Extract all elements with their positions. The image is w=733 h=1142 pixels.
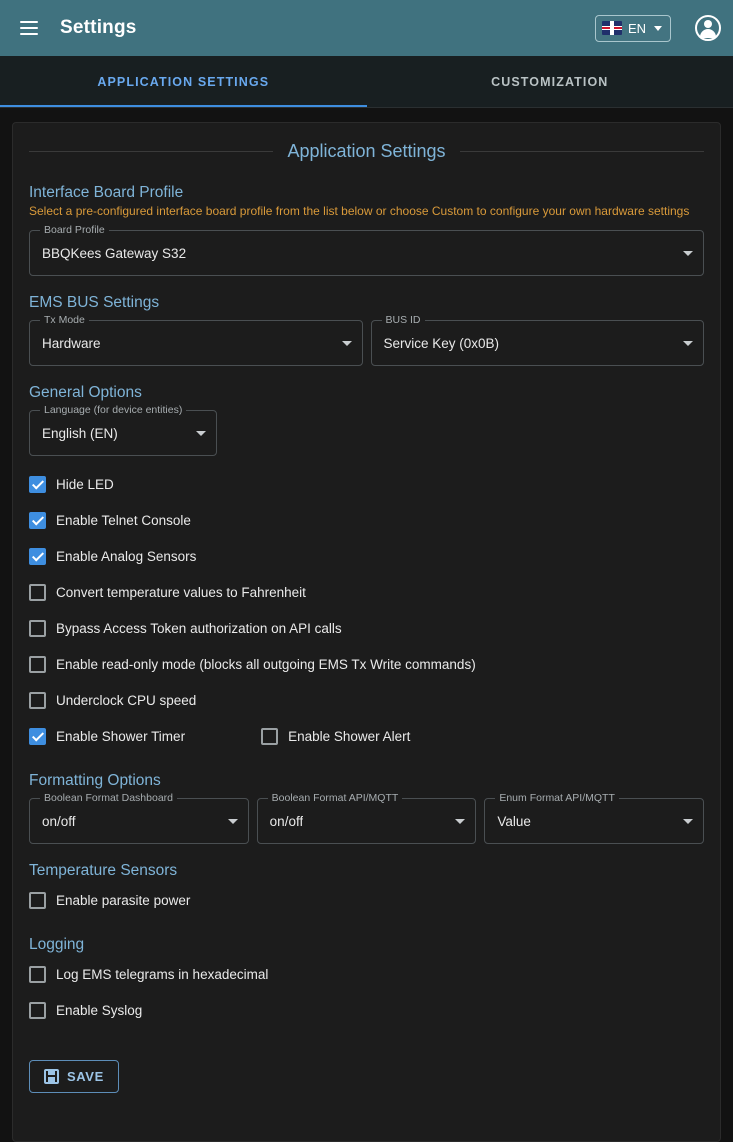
checkbox-label: Enable Shower Timer [56,728,186,744]
panel-title: Application Settings [287,141,446,161]
divider-left [29,151,273,152]
checkbox-box[interactable] [29,512,46,529]
section-title-formatting-options: Formatting Options [29,772,161,789]
checkbox-row [29,992,704,1028]
checkbox-underclock-cpu-speed[interactable] [29,692,196,709]
section-title-general-options: General Options [29,384,142,401]
floppy-disk-icon [44,1069,59,1084]
checkbox-bypass-access-token[interactable] [29,620,342,637]
checkbox-enable-telnet-console[interactable] [29,512,191,529]
tx-mode-value: Hardware [42,335,101,351]
checkbox-enable-analog-sensors[interactable] [29,548,196,565]
checkbox-log-ems-telegrams-hex[interactable] [29,966,268,983]
checkbox-label: Enable Telnet Console [56,512,191,528]
bus-id-legend: BUS ID [382,314,425,326]
content-area [0,108,733,1142]
checkbox-box[interactable] [29,966,46,983]
section-formatting-options [29,772,704,844]
section-interface-board-profile [29,184,704,276]
checkbox-row [29,882,704,918]
checkbox-box[interactable] [29,1002,46,1019]
checkbox-row [29,574,704,610]
section-general-options [29,384,704,754]
board-profile-value: BBQKees Gateway S32 [42,245,187,261]
boolean-format-api-legend: Boolean Format API/MQTT [268,792,403,804]
checkbox-label: Bypass Access Token authorization on API calls [56,620,342,636]
uk-flag-icon [602,21,622,35]
language-legend: Language (for device entities) [40,404,186,416]
save-button[interactable] [29,1060,119,1093]
language-selector-label: EN [627,20,646,36]
chevron-down-icon [683,819,693,824]
page-title: Settings [60,17,137,38]
chevron-down-icon [455,819,465,824]
section-title-ems-bus: EMS BUS Settings [29,294,160,311]
bus-id-select[interactable] [371,314,705,366]
section-ems-bus-settings [29,294,704,366]
settings-panel [12,122,721,1142]
panel-title-row [29,141,704,162]
checkbox-label: Enable Analog Sensors [56,548,197,564]
section-logging [29,936,704,1028]
tx-mode-legend: Tx Mode [40,314,89,326]
checkbox-label: Hide LED [56,476,114,492]
checkbox-label: Enable Syslog [56,1002,143,1018]
checkbox-row [29,502,704,538]
checkbox-box[interactable] [29,656,46,673]
checkbox-label: Enable Shower Alert [288,728,411,744]
account-circle-icon[interactable] [695,15,721,41]
enum-format-api-legend: Enum Format API/MQTT [495,792,619,804]
checkbox-box[interactable] [29,548,46,565]
board-profile-legend: Board Profile [40,224,109,236]
checkbox-label: Convert temperature values to Fahrenheit [56,584,306,600]
checkbox-label: Enable read-only mode (blocks all outgoing EMS Tx Write commands) [56,656,476,672]
app-header [0,0,733,56]
language-select[interactable] [29,404,217,456]
board-profile-select[interactable] [29,224,704,276]
formatting-options-row [29,792,704,844]
bus-id-value: Service Key (0x0B) [383,335,500,351]
language-selector[interactable] [595,15,671,42]
divider-right [460,151,704,152]
checkbox-box[interactable] [29,728,46,745]
chevron-down-icon [342,341,352,346]
checkbox-box[interactable] [29,584,46,601]
tab-bar [0,56,733,108]
checkbox-row [29,466,704,502]
chevron-down-icon [196,431,206,436]
section-title-temperature-sensors: Temperature Sensors [29,862,178,879]
general-options-checkbox-list [29,466,704,754]
checkbox-box[interactable] [29,892,46,909]
section-title-interface-board: Interface Board Profile [29,184,184,201]
checkbox-box[interactable] [261,728,278,745]
checkbox-box[interactable] [29,620,46,637]
hamburger-menu-icon[interactable] [12,11,46,45]
checkbox-enable-shower-timer[interactable] [29,728,185,745]
checkbox-row [29,956,704,992]
tx-mode-select[interactable] [29,314,363,366]
enum-format-api-value: Value [497,813,531,829]
section-description-interface-board: Select a pre-configured interface board profile from the list below or choose Custom to configure your own hardware settings [29,204,690,218]
checkbox-box[interactable] [29,692,46,709]
tab-customization[interactable]: CUSTOMIZATION [491,74,609,89]
section-title-logging: Logging [29,936,85,953]
boolean-format-api-value: on/off [269,813,304,829]
checkbox-hide-led[interactable] [29,476,114,493]
checkbox-row [29,610,704,646]
checkbox-enable-parasite-power[interactable] [29,892,190,909]
chevron-down-icon [228,819,238,824]
checkbox-label: Enable parasite power [56,892,191,908]
checkbox-row-shower [29,718,704,754]
checkbox-enable-syslog[interactable] [29,1002,142,1019]
tab-application-settings[interactable]: APPLICATION SETTINGS [0,56,367,107]
checkbox-box[interactable] [29,476,46,493]
checkbox-row [29,646,704,682]
boolean-format-dashboard-value: on/off [42,813,76,829]
checkbox-enable-shower-alert[interactable] [261,728,410,745]
chevron-down-icon [683,251,693,256]
checkbox-enable-read-only-mode[interactable] [29,656,476,673]
enum-format-api-select[interactable] [484,792,704,844]
checkbox-row [29,538,704,574]
chevron-down-icon [683,341,693,346]
section-temperature-sensors [29,862,704,918]
boolean-format-api-select[interactable] [257,792,477,844]
boolean-format-dashboard-select[interactable] [29,792,249,844]
checkbox-row [29,682,704,718]
checkbox-convert-fahrenheit[interactable] [29,584,306,601]
checkbox-label: Underclock CPU speed [56,692,197,708]
boolean-format-dashboard-legend: Boolean Format Dashboard [40,792,177,804]
language-value: English (EN) [42,425,118,441]
save-button-label: SAVE [67,1069,104,1084]
checkbox-label: Log EMS telegrams in hexadecimal [56,966,269,982]
chevron-down-icon [654,26,662,31]
ems-bus-row [29,314,704,366]
